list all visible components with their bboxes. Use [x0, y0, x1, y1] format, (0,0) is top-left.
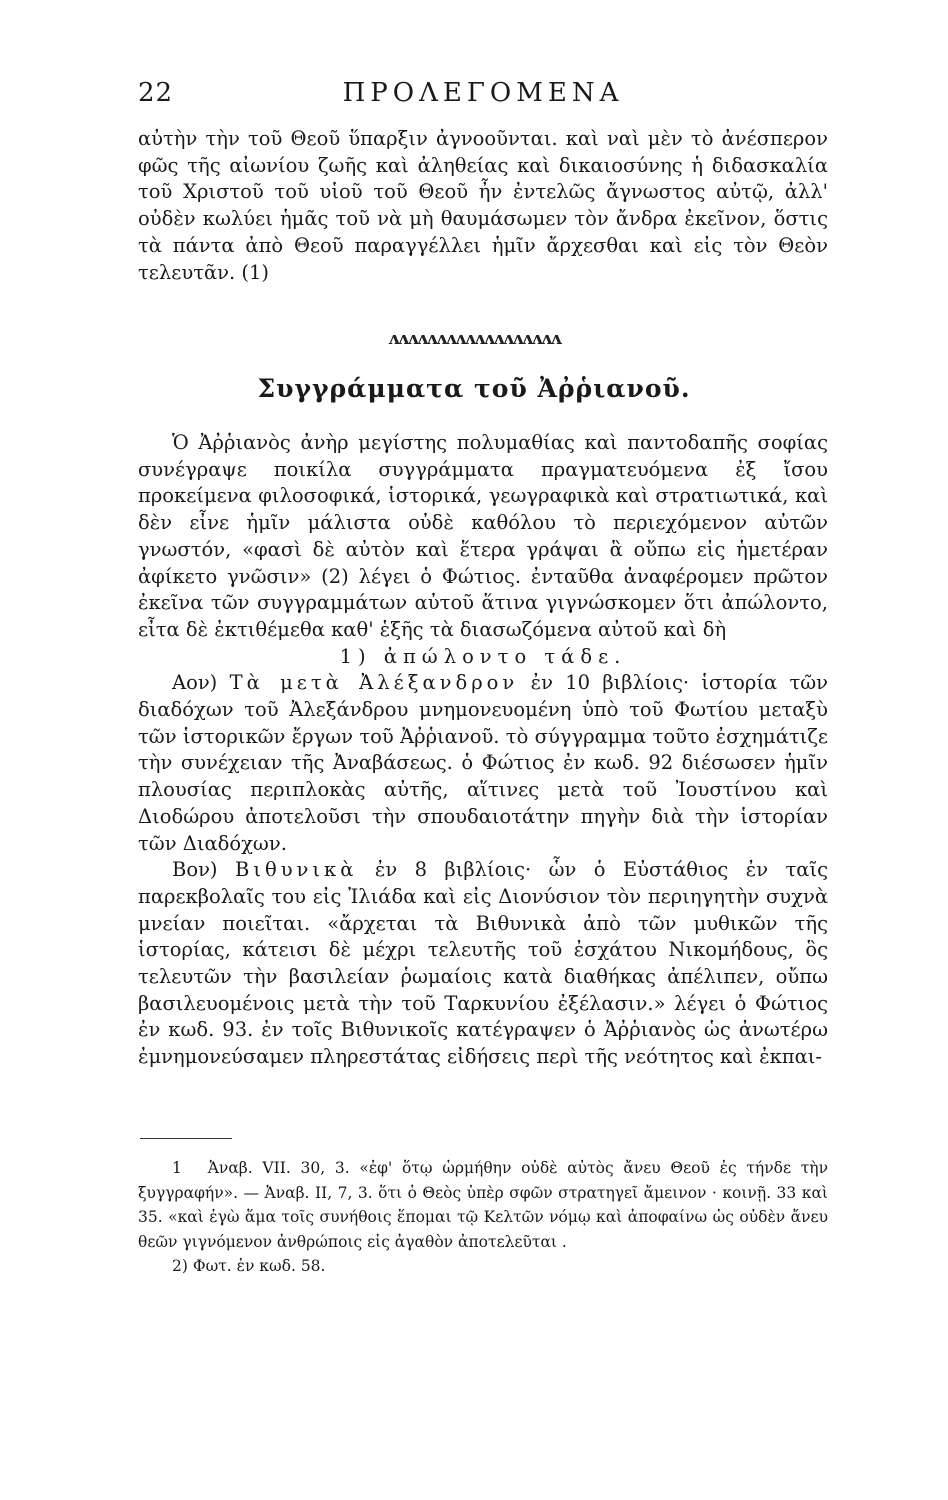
- entry-text: ἐν 8 βιβλίοις· ὧν ὁ Εὐστάθιος ἐν ταῖς παρεκβολαῖς του εἰς Ἰλιάδα καὶ εἰς Διονύσιον τὸν περιηγητὴν συχνὰ μνείαν ποιεῖται. «ἄρχεται τὰ Βιθυνικὰ ἀπὸ τῶν μυθικῶν τῆς ἱστορίας, κάτεισι δὲ μέχρι τελευτῆς τοῦ ἐσχάτου Νικομήδους, ὃς τελευτῶν τὴν βασιλείαν ῥωμαίοις κατὰ διαθήκας ἀπέλιπεν, οὔπω βασιλευομένοις μετὰ τὴν τοῦ Ταρκυνίου ἐξέλασιν.» λέγει ὁ Φώτιος ἐν κωδ. 93. ἐν τοῖς Βιθυνικοῖς κατέγραψεν ὁ Ἀῤῥιανὸς ὡς ἀνωτέρω ἐμνημονεύσαμεν πληρεστάτας εἰδήσεις περὶ τῆς νεότητος καὶ ἐκπαι-: [138, 858, 829, 1069]
- section-subheading: 1) ἀπώλοντο τάδε.: [339, 644, 627, 668]
- footnote-1: [138, 1156, 828, 1254]
- section-heading: Συγγράμματα τοῦ Ἀῤῥιανοῦ.: [257, 374, 691, 403]
- footnote-marker: 2): [172, 1257, 188, 1276]
- entry-title: Τὰ μετὰ Ἀλέξανδρον: [229, 671, 519, 695]
- page-header: [138, 78, 828, 114]
- footnote-marker: 1: [172, 1159, 182, 1177]
- entry-paragraph-1: [138, 670, 828, 857]
- section-paragraph: Ὁ Ἀῤῥιανὸς ἀνὴρ μεγίστης πολυμαθίας καὶ παντοδαπῆς σοφίας συνέγραψε ποικίλα συγγράμματα πραγματευόμενα ἐξ ἴσου προκείμενα φιλοσοφικά, ἱστορικά, γεωγραφικὰ καὶ στρατιωτικά, καὶ δὲν εἶνε ἡμῖν μάλιστα οὐδὲ καθόλου τὸ περιεχόμενον αὐτῶν γνωστόν, «φασὶ δὲ αὐτὸν καὶ ἕτερα γράψαι ἃ οὔπω εἰς ἡμετέραν ἀφίκετο γνῶσιν» (2) λέγει ὁ Φώτιος. ἐνταῦθα ἀναφέρομεν πρῶτον ἐκεῖνα τῶν συγγραμμάτων αὐτοῦ ἅτινα γιγνώσκομεν ὅτι ἀπώλοντο, εἶτα δὲ ἐκτιθέμεθα καθ' ἑξῆς τὰ διασωζόμενα αὐτοῦ καὶ δὴ: [138, 431, 828, 641]
- page-number: 22: [138, 78, 174, 108]
- entry-label: Αον): [172, 671, 218, 695]
- footnote-text: Ἀναβ. VII. 30, 3. «ἐφ' ὅτῳ ὡρμήθην οὐδὲ αὐτὸς ἄνευ Θεοῦ ἐς τήνδε τὴν ξυγγραφήν». — Ἀναβ. II, 7, 3. ὅτι ὁ Θεὸς ὑπὲρ σφῶν στρατηγεῖ ἄμεινον · κοινῇ. 33 καὶ 35. «καὶ ἐγὼ ἅμα τοῖς συνήθοις ἕπομαι τῷ Κελτῶν νόμῳ καὶ ἀποφαίνω ὡς οὐδὲν ἄνευ θεῶν γιγνόμενον ἀνθρώποις εἰς ἀγαθὸν ἀποτελεῦται .: [138, 1159, 828, 1251]
- section-body: [138, 430, 828, 1071]
- section-ornament: ᴧᴧᴧᴧᴧᴧᴧᴧᴧᴧᴧᴧᴧᴧᴧᴧᴧᴧ: [388, 328, 560, 349]
- entry-title: Βιθυνικὰ: [234, 858, 358, 882]
- footnote-text: Φωτ. ἐν κωδ. 58.: [192, 1257, 326, 1276]
- entry-paragraph-2: [138, 857, 828, 1071]
- entry-label: Βον): [172, 858, 218, 882]
- intro-text-block: [138, 126, 828, 286]
- footnote-divider: [140, 1138, 232, 1139]
- running-title: ΠΡΟΛΕΓΟΜΕΝΑ: [342, 78, 624, 108]
- footnote-2: [138, 1254, 828, 1279]
- intro-paragraph: αὐτὴν τὴν τοῦ Θεοῦ ὕπαρξιν ἀγνοοῦνται. καὶ ναὶ μὲν τὸ ἀνέσπερον φῶς τῆς αἰωνίου ζωῆς καὶ ἀληθείας καὶ δικαιοσύνης ἡ διδασκαλία τοῦ Χριστοῦ τοῦ υἱοῦ τοῦ Θεοῦ ἦν ἐντελῶς ἄγνωστος αὐτῷ, ἀλλ' οὐδὲν κωλύει ἡμᾶς τοῦ νὰ μὴ θαυμάσωμεν τὸν ἄνδρα ἐκεῖνον, ὅστις τὰ πάντα ἀπὸ Θεοῦ παραγγέλλει ἡμῖν ἄρχεσθαι καὶ εἰς τὸν Θεὸν τελευτᾶν. (1): [138, 127, 828, 284]
- entry-text: ἐν 10 βιβλίοις· ἱστορία τῶν διαδόχων τοῦ Ἀλεξάνδρου μνημονευομένη ὑπὸ τοῦ Φωτίου μεταξὺ τῶν ἱστορικῶν ἔργων τοῦ Ἀῤῥιανοῦ. τὸ σύγγραμμα τοῦτο ἐσχημάτιζε τὴν συνέχειαν τῆς Ἀναβάσεως. ὁ Φώτιος ἐν κωδ. 92 διέσωσεν ἡμῖν πλουσίας περιπλοκὰς αὐτῆς, αἵτινες μετὰ τοῦ Ἰουστίνου καὶ Διοδώρου ἀποτελοῦσι τὴν σπουδαιοτάτην πηγὴν διὰ τὴν ἱστορίαν τῶν Διαδόχων.: [138, 671, 829, 855]
- footnotes: [138, 1156, 828, 1279]
